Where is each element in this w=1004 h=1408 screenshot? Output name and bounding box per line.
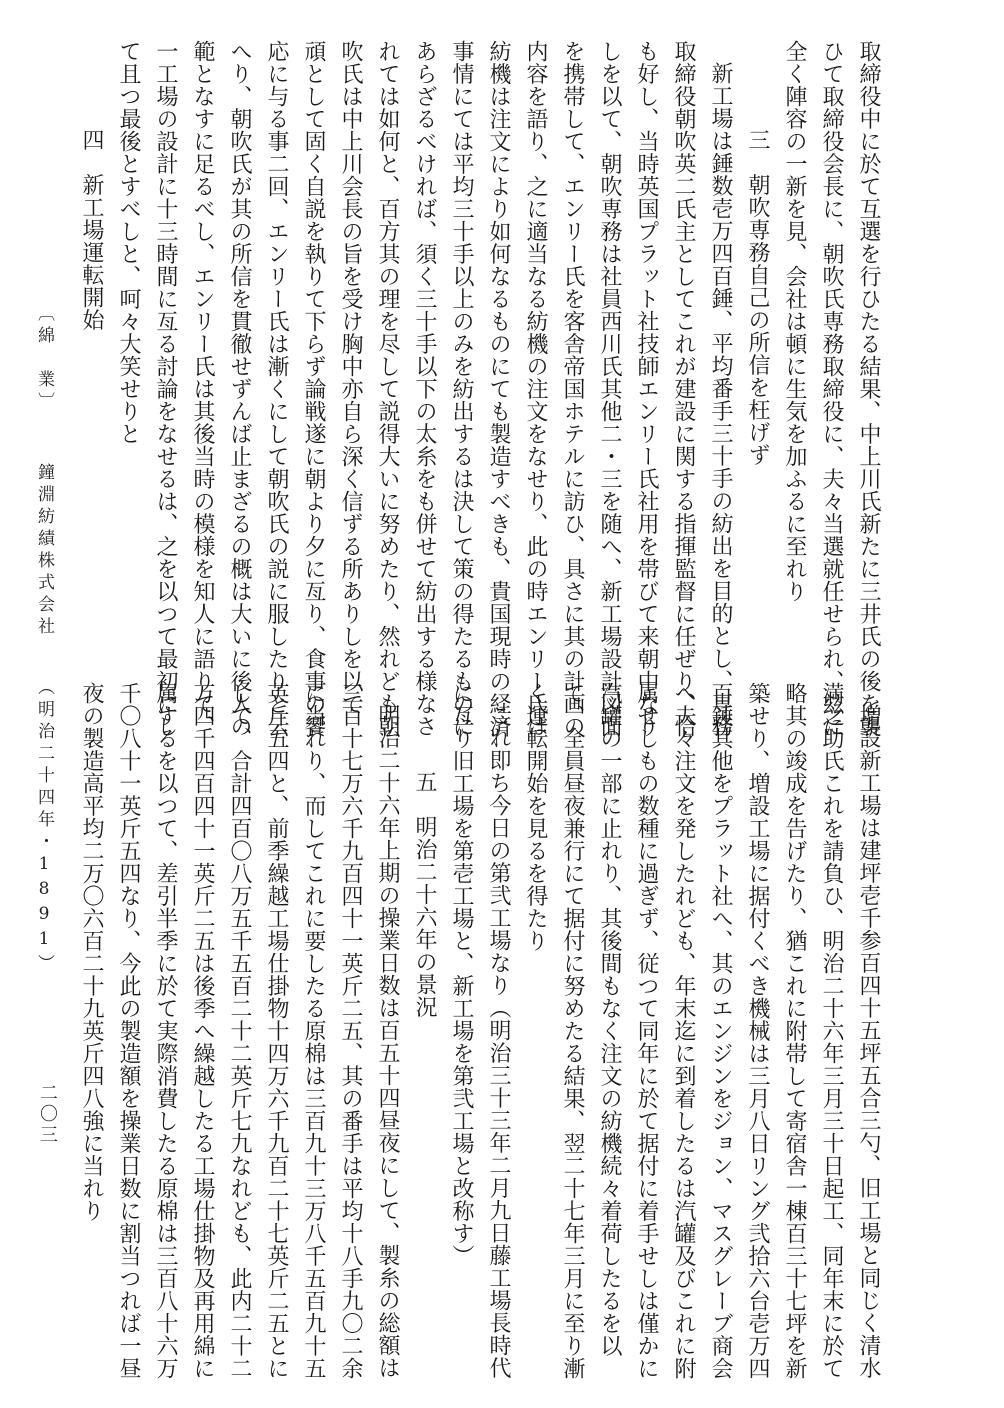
text-line: しを以て、朝吹専務は社員西川氏其他二・三を随へ、新工場設計図面	[597, 40, 622, 738]
text-line: く運転開始を見るを得たり	[523, 682, 548, 952]
text-line: 吹氏は中上川会長の旨を受け胸中亦自ら深く信ずる所ありしを以て	[338, 40, 363, 715]
text-line: 万四千四百四十一英斤二五は後季へ繰越したる工場仕掛物及再用綿に	[190, 682, 215, 1380]
text-line: 頑として固く自説を執りて下らず論戦遂に朝より夕に亙り、食事の饗	[301, 40, 326, 738]
text-line: 応に与る事二回、エンリー氏は漸くにして朝吹氏の説に服したりと云	[264, 40, 289, 738]
running-head-era: （明治二十四年・1891）	[34, 678, 54, 976]
text-line: あらざるべければ、須く三十手以下の太糸をも併せて紡出する様なさ	[412, 40, 437, 738]
running-head-category: 〔綿 業〕	[34, 304, 54, 414]
upper-text-block	[79, 40, 887, 738]
page-number: 二〇三	[37, 1083, 58, 1146]
text-line: 夜の製造高平均二万〇六百二十九英斤四八強に当れり	[79, 682, 104, 1222]
text-line: 百錘其他をプラット社へ、其のエンジンをジョン、マスグレーブ商会	[708, 682, 733, 1380]
paragraph-start: これ即ち今日の第弐工場なり（明治三十三年二月九日藤工場長時代	[486, 704, 511, 1379]
text-line: 三百十七万六千九百四十一英斤二五、其の番手は平均十八手九〇二余	[338, 682, 363, 1380]
text-line: 千〇八十一英斤五四なり、今此の製造額を操業日数に割当つれば一昼	[116, 682, 141, 1380]
text-line: 属せしもの数種に過ぎず、従つて同年に於て据付に着手せしは僅かに	[634, 682, 659, 1380]
text-line: て、全員昼夜兼行にて据付に努めたる結果、翌二十七年三月に至り漸	[560, 682, 585, 1380]
running-head	[34, 304, 54, 976]
text-line: 汽罐の一部に止れり、其後間もなく注文の紡機続々着荷したるを以	[597, 682, 622, 1357]
section-heading-4: 四 新工場運転開始	[79, 106, 104, 331]
text-line: へ夫々注文を発したれども、年末迄に到着したるは汽罐及びこれに附	[671, 682, 696, 1380]
text-line: 略其の竣成を告げたり、猶これに附帯して寄宿舎一棟百三十七坪を新	[782, 682, 807, 1380]
text-line: 紡機は注文により如何なるものにても製造すべきも、貴国現時の経済	[486, 40, 511, 738]
paragraph-start: 明治二十六年上期の操業日数は百五十四昼夜にして、製糸の総額は	[375, 704, 400, 1379]
text-line: 事情にては平均三十手以上のみを紡出するは決して策の得たるものに	[449, 40, 474, 738]
text-line: れては如何と、百方其の理を尽して説得大いに努めたり、然れども朝	[375, 40, 400, 738]
text-line: 取締役中に於て互選を行ひたる結果、中上川氏新たに三井氏の後を襲	[856, 40, 881, 738]
text-line: して、合計四百〇八万五千五百二十二英斤七九なれども、此内二十二	[227, 682, 252, 1380]
text-line: 取締役朝吹英二氏主としてこれが建設に関する指揮監督に任ぜり、恰	[671, 40, 696, 738]
lower-text-block	[79, 682, 887, 1380]
running-head-company: 鐘淵紡績株式会社	[34, 463, 54, 639]
text-line: て且つ最後とすべしと、呵々大笑せりと	[116, 40, 141, 445]
text-line: 満之助氏これを請負ひ、明治二十六年三月三十日起工、同年末に於て	[819, 682, 844, 1380]
text-line: を携帯して、エンリー氏を客舎帝国ホテルに訪ひ、具さに其の計画の	[560, 40, 585, 738]
text-line: 属するを以つて、差引半季に於て実際消費したる原棉は三百八十六万	[153, 682, 178, 1380]
text-line: も好し、当時英国プラット社技師エンリー氏社用を帯びて来朝中なり	[634, 40, 659, 738]
section-heading-5: 五 明治二十六年の景況	[412, 748, 437, 1018]
text-line: 一工場の設計に十三時間に亙る討論をなせるは、之を以つて最初にし	[153, 40, 178, 738]
text-line: 範となすに足るべし、エンリー氏は其後当時の模様を知人に語りて、	[190, 40, 215, 738]
text-line: へり、朝吹氏が其の所信を貫徹せずんば止まざるの概は大いに後人の	[227, 40, 252, 738]
text-line: 全く陣容の一新を見、会社は頓に生気を加ふるに至れり	[782, 40, 807, 603]
section-heading-3: 三 朝吹専務自己の所信を枉げず	[745, 106, 770, 466]
text-line: 築せり、増設工場に据付くべき機械は三月八日リング弐拾六台壱万四	[745, 682, 770, 1380]
paragraph-start: 増設新工場は建坪壱千参百四十五坪五合三勺、旧工場と同じく清水	[856, 704, 881, 1379]
text-line: に当れり、而してこれに要したる原棉は三百九十三万八千五百九十五	[301, 682, 326, 1380]
text-line: ひて取締役会長に、朝吹氏専務取締役に、夫々当選就任せられ、玆に	[819, 40, 844, 738]
text-line: 英斤五四と、前季繰越工場仕掛物十四万六千九百二十七英斤二五とに	[264, 682, 289, 1380]
text-line: に亙り旧工場を第壱工場と、新工場を第弐工場と改称す）	[449, 682, 474, 1267]
paragraph-start: 新工場は錘数壱万四百錘、平均番手三十手の紡出を目的とし、専務	[708, 62, 733, 737]
text-line: 内容を語り、之に適当なる紡機の注文をなせり、此の時エンリー氏は	[523, 40, 548, 738]
